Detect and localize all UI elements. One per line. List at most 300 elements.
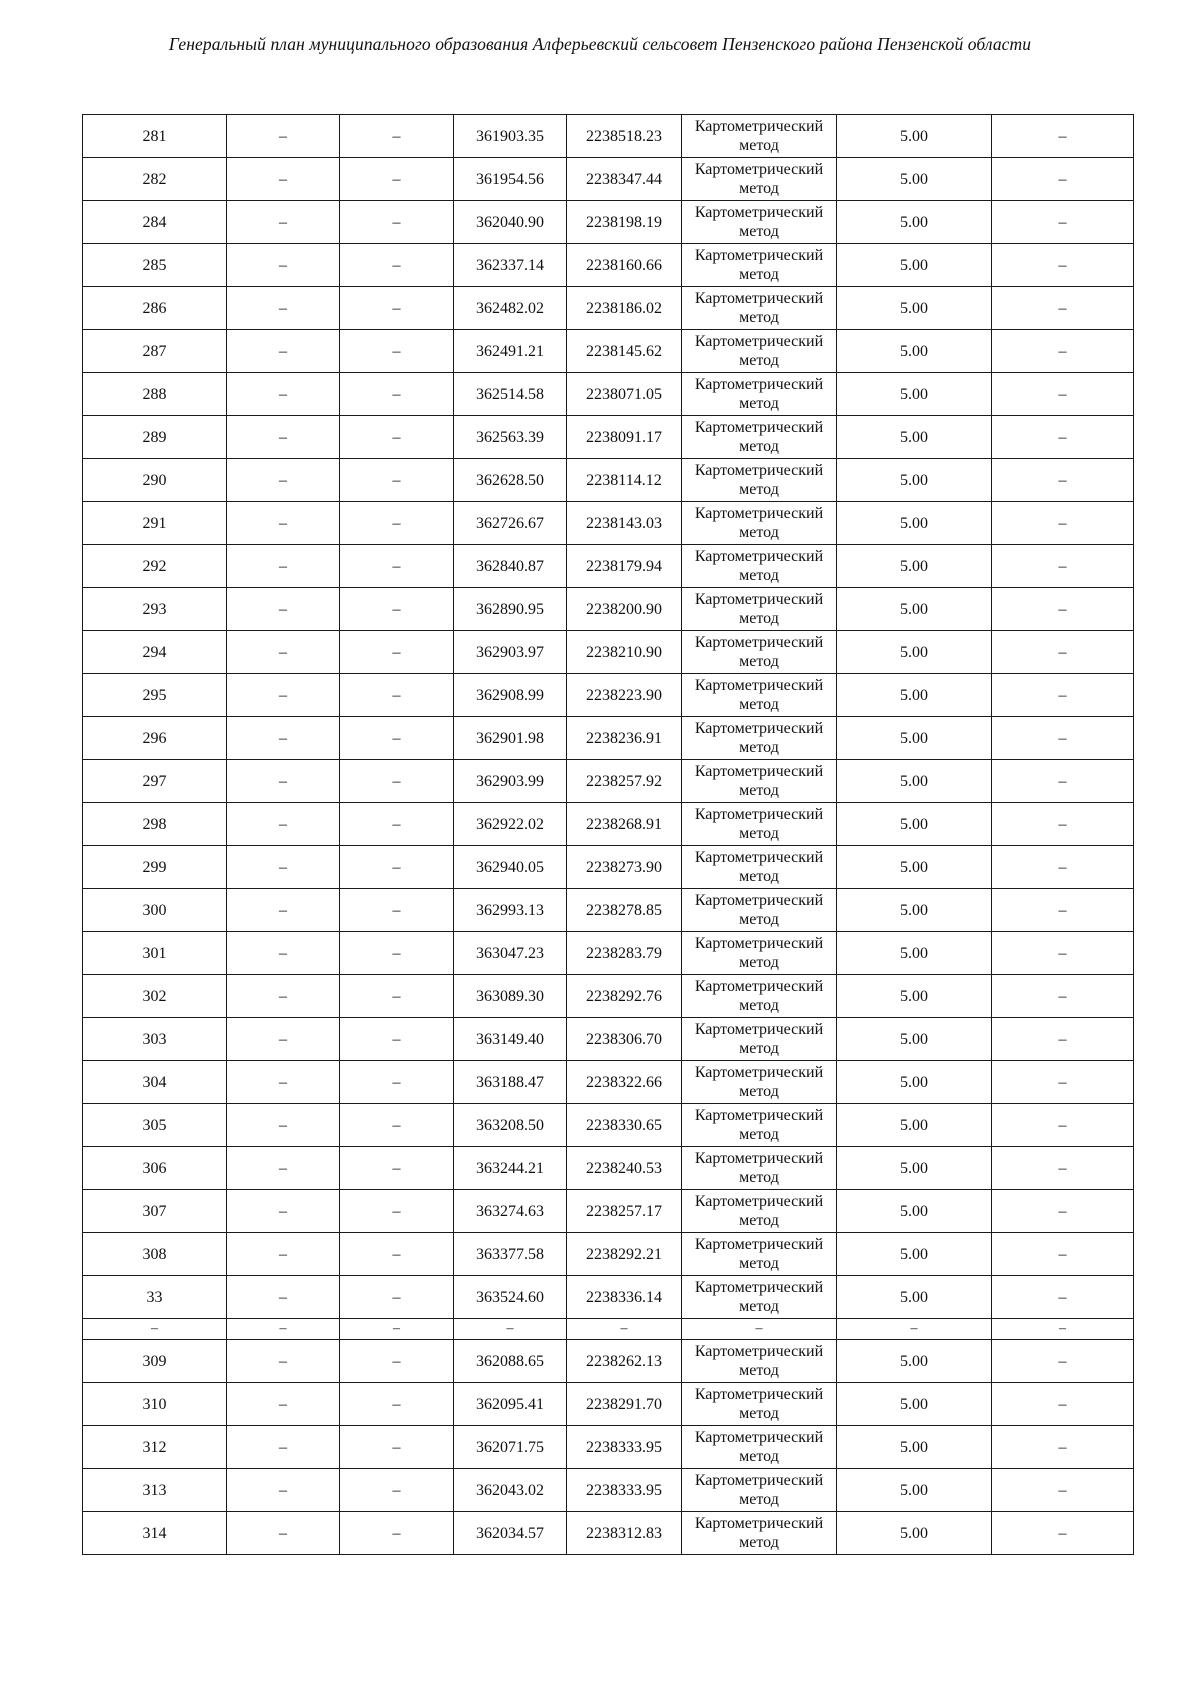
cell-accuracy: 5.00 — [837, 717, 992, 760]
cell-accuracy: 5.00 — [837, 1147, 992, 1190]
cell-description: – — [992, 1233, 1134, 1276]
cell-point-number: 301 — [83, 932, 227, 975]
cell-empty-a: – — [227, 1061, 340, 1104]
cell-point-number: 288 — [83, 373, 227, 416]
cell-description: – — [992, 1061, 1134, 1104]
cell-coordinate-y: 2238179.94 — [567, 545, 682, 588]
cell-empty-b: – — [340, 717, 454, 760]
cell-accuracy: 5.00 — [837, 1233, 992, 1276]
cell-coordinate-y: 2238312.83 — [567, 1512, 682, 1555]
cell-accuracy: 5.00 — [837, 459, 992, 502]
cell-description: – — [992, 1340, 1134, 1383]
cell-coordinate-x: 363188.47 — [454, 1061, 567, 1104]
table-row — [83, 674, 1134, 717]
cell-coordinate-y: – — [567, 1319, 682, 1340]
cell-description: – — [992, 1426, 1134, 1469]
cell-method: Картометрический метод — [682, 244, 837, 287]
cell-coordinate-y: 2238160.66 — [567, 244, 682, 287]
cell-empty-a: – — [227, 1190, 340, 1233]
cell-accuracy: 5.00 — [837, 1340, 992, 1383]
cell-method: Картометрический метод — [682, 201, 837, 244]
cell-method: Картометрический метод — [682, 717, 837, 760]
cell-point-number: 310 — [83, 1383, 227, 1426]
cell-point-number: 300 — [83, 889, 227, 932]
cell-coordinate-y: 2238518.23 — [567, 115, 682, 158]
cell-description: – — [992, 760, 1134, 803]
table-row — [83, 502, 1134, 545]
table-body — [83, 115, 1134, 1555]
cell-empty-a: – — [227, 373, 340, 416]
cell-description: – — [992, 889, 1134, 932]
cell-description: – — [992, 115, 1134, 158]
cell-coordinate-x: 363377.58 — [454, 1233, 567, 1276]
cell-description: – — [992, 1276, 1134, 1319]
cell-empty-a: – — [227, 545, 340, 588]
cell-empty-a: – — [227, 717, 340, 760]
cell-accuracy: – — [837, 1319, 992, 1340]
cell-description: – — [992, 1190, 1134, 1233]
cell-empty-b: – — [340, 631, 454, 674]
cell-point-number: 309 — [83, 1340, 227, 1383]
table-row — [83, 932, 1134, 975]
cell-method: Картометрический метод — [682, 1104, 837, 1147]
table-row — [83, 846, 1134, 889]
table-row — [83, 1340, 1134, 1383]
cell-empty-b: – — [340, 846, 454, 889]
cell-method: Картометрический метод — [682, 1276, 837, 1319]
table-row — [83, 889, 1134, 932]
table-row — [83, 158, 1134, 201]
cell-method: Картометрический метод — [682, 1061, 837, 1104]
cell-empty-b: – — [340, 1190, 454, 1233]
cell-empty-b: – — [340, 1104, 454, 1147]
cell-accuracy: 5.00 — [837, 803, 992, 846]
cell-coordinate-x: 362628.50 — [454, 459, 567, 502]
cell-accuracy: 5.00 — [837, 1276, 992, 1319]
cell-description: – — [992, 502, 1134, 545]
cell-description: – — [992, 803, 1134, 846]
cell-coordinate-y: 2238145.62 — [567, 330, 682, 373]
cell-accuracy: 5.00 — [837, 1018, 992, 1061]
cell-method: Картометрический метод — [682, 502, 837, 545]
cell-accuracy: 5.00 — [837, 373, 992, 416]
cell-accuracy: 5.00 — [837, 674, 992, 717]
cell-coordinate-y: 2238306.70 — [567, 1018, 682, 1061]
cell-point-number: 314 — [83, 1512, 227, 1555]
cell-method: Картометрический метод — [682, 588, 837, 631]
cell-empty-b: – — [340, 1340, 454, 1383]
cell-empty-b: – — [340, 1512, 454, 1555]
cell-description: – — [992, 1512, 1134, 1555]
cell-coordinate-x: 363244.21 — [454, 1147, 567, 1190]
cell-coordinate-y: 2238257.92 — [567, 760, 682, 803]
cell-description: – — [992, 846, 1134, 889]
cell-empty-b: – — [340, 674, 454, 717]
cell-empty-b: – — [340, 201, 454, 244]
cell-coordinate-y: 2238071.05 — [567, 373, 682, 416]
cell-method: Картометрический метод — [682, 287, 837, 330]
cell-coordinate-y: 2238198.19 — [567, 201, 682, 244]
cell-empty-a: – — [227, 932, 340, 975]
cell-empty-b: – — [340, 158, 454, 201]
cell-coordinate-x: 362922.02 — [454, 803, 567, 846]
table-row — [83, 115, 1134, 158]
table-row — [83, 803, 1134, 846]
cell-empty-a: – — [227, 1018, 340, 1061]
cell-point-number: 313 — [83, 1469, 227, 1512]
cell-accuracy: 5.00 — [837, 1061, 992, 1104]
cell-empty-b: – — [340, 1426, 454, 1469]
cell-accuracy: 5.00 — [837, 932, 992, 975]
cell-coordinate-x: 362890.95 — [454, 588, 567, 631]
cell-accuracy: 5.00 — [837, 1426, 992, 1469]
cell-point-number: 312 — [83, 1426, 227, 1469]
cell-method: Картометрический метод — [682, 975, 837, 1018]
cell-coordinate-y: 2238091.17 — [567, 416, 682, 459]
cell-description: – — [992, 1147, 1134, 1190]
cell-coordinate-x: 362337.14 — [454, 244, 567, 287]
page-header: Генеральный план муниципального образования Алферьевский сельсовет Пензенского района Пензенской области — [168, 34, 1032, 54]
cell-point-number: 302 — [83, 975, 227, 1018]
cell-empty-a: – — [227, 1340, 340, 1383]
table-row — [83, 1512, 1134, 1555]
cell-coordinate-y: 2238291.70 — [567, 1383, 682, 1426]
cell-empty-a: – — [227, 201, 340, 244]
cell-coordinate-y: 2238278.85 — [567, 889, 682, 932]
cell-description: – — [992, 373, 1134, 416]
cell-empty-a: – — [227, 115, 340, 158]
table-row — [83, 1018, 1134, 1061]
table-row — [83, 1426, 1134, 1469]
cell-accuracy: 5.00 — [837, 1469, 992, 1512]
cell-coordinate-y: 2238283.79 — [567, 932, 682, 975]
cell-point-number: 281 — [83, 115, 227, 158]
table-row — [83, 1190, 1134, 1233]
cell-point-number: 290 — [83, 459, 227, 502]
cell-method: Картометрический метод — [682, 889, 837, 932]
cell-method: Картометрический метод — [682, 1340, 837, 1383]
cell-empty-b: – — [340, 975, 454, 1018]
cell-coordinate-x: – — [454, 1319, 567, 1340]
table-row — [83, 760, 1134, 803]
cell-coordinate-x: 362482.02 — [454, 287, 567, 330]
cell-description: – — [992, 1383, 1134, 1426]
cell-point-number: 287 — [83, 330, 227, 373]
cell-coordinate-x: 363524.60 — [454, 1276, 567, 1319]
cell-coordinate-y: 2238322.66 — [567, 1061, 682, 1104]
cell-coordinate-y: 2238262.13 — [567, 1340, 682, 1383]
cell-coordinate-x: 363274.63 — [454, 1190, 567, 1233]
table-row — [83, 330, 1134, 373]
cell-empty-a: – — [227, 760, 340, 803]
cell-coordinate-x: 362040.90 — [454, 201, 567, 244]
table-row — [83, 287, 1134, 330]
cell-coordinate-x: 362903.99 — [454, 760, 567, 803]
cell-coordinate-y: 2238236.91 — [567, 717, 682, 760]
cell-method: Картометрический метод — [682, 158, 837, 201]
cell-coordinate-x: 362726.67 — [454, 502, 567, 545]
cell-coordinate-y: 2238200.90 — [567, 588, 682, 631]
cell-empty-b: – — [340, 459, 454, 502]
cell-empty-a: – — [227, 674, 340, 717]
cell-coordinate-y: 2238186.02 — [567, 287, 682, 330]
cell-point-number: 284 — [83, 201, 227, 244]
cell-coordinate-x: 362993.13 — [454, 889, 567, 932]
cell-coordinate-y: 2238114.12 — [567, 459, 682, 502]
cell-coordinate-x: 362563.39 — [454, 416, 567, 459]
cell-point-number: 299 — [83, 846, 227, 889]
cell-method: Картометрический метод — [682, 1233, 837, 1276]
cell-empty-a: – — [227, 1469, 340, 1512]
cell-empty-a: – — [227, 287, 340, 330]
cell-description: – — [992, 416, 1134, 459]
cell-point-number: – — [83, 1319, 227, 1340]
cell-coordinate-x: 362901.98 — [454, 717, 567, 760]
cell-empty-b: – — [340, 1061, 454, 1104]
cell-coordinate-y: 2238336.14 — [567, 1276, 682, 1319]
cell-accuracy: 5.00 — [837, 588, 992, 631]
cell-description: – — [992, 1018, 1134, 1061]
cell-accuracy: 5.00 — [837, 889, 992, 932]
table-row — [83, 1276, 1134, 1319]
cell-empty-b: – — [340, 330, 454, 373]
cell-coordinate-x: 363047.23 — [454, 932, 567, 975]
cell-coordinate-y: 2238223.90 — [567, 674, 682, 717]
cell-method: Картометрический метод — [682, 1147, 837, 1190]
cell-coordinate-y: 2238292.21 — [567, 1233, 682, 1276]
cell-description: – — [992, 1104, 1134, 1147]
cell-empty-a: – — [227, 588, 340, 631]
cell-point-number: 297 — [83, 760, 227, 803]
cell-empty-a: – — [227, 975, 340, 1018]
cell-empty-a: – — [227, 244, 340, 287]
cell-description: – — [992, 459, 1134, 502]
cell-empty-a: – — [227, 803, 340, 846]
table-row — [83, 975, 1134, 1018]
cell-empty-b: – — [340, 760, 454, 803]
cell-method: Картометрический метод — [682, 545, 837, 588]
cell-method: Картометрический метод — [682, 674, 837, 717]
cell-coordinate-x: 362043.02 — [454, 1469, 567, 1512]
cell-accuracy: 5.00 — [837, 158, 992, 201]
table-row — [83, 588, 1134, 631]
cell-accuracy: 5.00 — [837, 1383, 992, 1426]
cell-description: – — [992, 631, 1134, 674]
cell-method: Картометрический метод — [682, 115, 837, 158]
cell-description: – — [992, 975, 1134, 1018]
cell-method: Картометрический метод — [682, 1469, 837, 1512]
cell-empty-b: – — [340, 889, 454, 932]
cell-empty-a: – — [227, 889, 340, 932]
cell-empty-a: – — [227, 459, 340, 502]
cell-point-number: 285 — [83, 244, 227, 287]
cell-empty-b: – — [340, 115, 454, 158]
cell-empty-a: – — [227, 1383, 340, 1426]
cell-empty-b: – — [340, 588, 454, 631]
cell-coordinate-y: 2238333.95 — [567, 1426, 682, 1469]
cell-empty-b: – — [340, 1319, 454, 1340]
cell-point-number: 295 — [83, 674, 227, 717]
cell-method: Картометрический метод — [682, 846, 837, 889]
cell-coordinate-x: 362095.41 — [454, 1383, 567, 1426]
cell-coordinate-y: 2238333.95 — [567, 1469, 682, 1512]
cell-method: Картометрический метод — [682, 373, 837, 416]
cell-description: – — [992, 287, 1134, 330]
cell-empty-b: – — [340, 244, 454, 287]
cell-coordinate-x: 362840.87 — [454, 545, 567, 588]
table-row — [83, 1233, 1134, 1276]
cell-coordinate-x: 361903.35 — [454, 115, 567, 158]
cell-empty-b: – — [340, 416, 454, 459]
cell-description: – — [992, 545, 1134, 588]
cell-empty-a: – — [227, 1426, 340, 1469]
cell-empty-a: – — [227, 158, 340, 201]
table-row — [83, 201, 1134, 244]
cell-method: Картометрический метод — [682, 1426, 837, 1469]
cell-empty-b: – — [340, 1147, 454, 1190]
cell-empty-b: – — [340, 803, 454, 846]
cell-point-number: 33 — [83, 1276, 227, 1319]
cell-coordinate-y: 2238330.65 — [567, 1104, 682, 1147]
cell-point-number: 307 — [83, 1190, 227, 1233]
cell-point-number: 305 — [83, 1104, 227, 1147]
cell-method: Картометрический метод — [682, 330, 837, 373]
cell-point-number: 298 — [83, 803, 227, 846]
cell-empty-a: – — [227, 1147, 340, 1190]
cell-empty-b: – — [340, 502, 454, 545]
cell-accuracy: 5.00 — [837, 244, 992, 287]
cell-coordinate-x: 361954.56 — [454, 158, 567, 201]
cell-accuracy: 5.00 — [837, 631, 992, 674]
cell-method: Картометрический метод — [682, 1190, 837, 1233]
cell-empty-a: – — [227, 330, 340, 373]
table-row — [83, 1383, 1134, 1426]
cell-point-number: 289 — [83, 416, 227, 459]
cell-accuracy: 5.00 — [837, 201, 992, 244]
cell-accuracy: 5.00 — [837, 975, 992, 1018]
cell-point-number: 293 — [83, 588, 227, 631]
cell-description: – — [992, 588, 1134, 631]
table-row — [83, 244, 1134, 287]
cell-accuracy: 5.00 — [837, 1190, 992, 1233]
cell-point-number: 294 — [83, 631, 227, 674]
coordinates-table — [82, 114, 1134, 1555]
cell-coordinate-y: 2238292.76 — [567, 975, 682, 1018]
cell-method: Картометрический метод — [682, 760, 837, 803]
cell-description: – — [992, 158, 1134, 201]
cell-point-number: 296 — [83, 717, 227, 760]
cell-coordinate-x: 362088.65 — [454, 1340, 567, 1383]
table-row — [83, 459, 1134, 502]
cell-point-number: 282 — [83, 158, 227, 201]
table-row — [83, 1061, 1134, 1104]
cell-coordinate-x: 362903.97 — [454, 631, 567, 674]
cell-description: – — [992, 932, 1134, 975]
cell-accuracy: 5.00 — [837, 1512, 992, 1555]
cell-accuracy: 5.00 — [837, 502, 992, 545]
cell-empty-a: – — [227, 416, 340, 459]
table-row — [83, 1469, 1134, 1512]
cell-coordinate-y: 2238347.44 — [567, 158, 682, 201]
cell-coordinate-y: 2238210.90 — [567, 631, 682, 674]
cell-method: – — [682, 1319, 837, 1340]
cell-coordinate-x: 362908.99 — [454, 674, 567, 717]
cell-coordinate-x: 362491.21 — [454, 330, 567, 373]
table-separator-row — [83, 1319, 1134, 1340]
cell-point-number: 304 — [83, 1061, 227, 1104]
cell-coordinate-y: 2238143.03 — [567, 502, 682, 545]
cell-point-number: 286 — [83, 287, 227, 330]
table-row — [83, 1147, 1134, 1190]
table-row — [83, 717, 1134, 760]
cell-accuracy: 5.00 — [837, 1104, 992, 1147]
cell-method: Картометрический метод — [682, 631, 837, 674]
cell-empty-a: – — [227, 846, 340, 889]
cell-coordinate-x: 362034.57 — [454, 1512, 567, 1555]
cell-method: Картометрический метод — [682, 932, 837, 975]
cell-empty-a: – — [227, 502, 340, 545]
cell-description: – — [992, 244, 1134, 287]
cell-method: Картометрический метод — [682, 803, 837, 846]
cell-coordinate-x: 362071.75 — [454, 1426, 567, 1469]
cell-accuracy: 5.00 — [837, 115, 992, 158]
cell-method: Картометрический метод — [682, 1018, 837, 1061]
cell-accuracy: 5.00 — [837, 760, 992, 803]
cell-description: – — [992, 1469, 1134, 1512]
table-row — [83, 545, 1134, 588]
cell-method: Картометрический метод — [682, 1512, 837, 1555]
cell-description: – — [992, 1319, 1134, 1340]
cell-point-number: 306 — [83, 1147, 227, 1190]
cell-empty-b: – — [340, 545, 454, 588]
cell-description: – — [992, 330, 1134, 373]
cell-empty-b: – — [340, 1233, 454, 1276]
cell-coordinate-y: 2238240.53 — [567, 1147, 682, 1190]
cell-accuracy: 5.00 — [837, 545, 992, 588]
cell-empty-a: – — [227, 1319, 340, 1340]
cell-coordinate-y: 2238273.90 — [567, 846, 682, 889]
cell-empty-a: – — [227, 631, 340, 674]
cell-empty-b: – — [340, 932, 454, 975]
cell-empty-b: – — [340, 1383, 454, 1426]
cell-description: – — [992, 201, 1134, 244]
cell-empty-b: – — [340, 1018, 454, 1061]
cell-empty-b: – — [340, 287, 454, 330]
cell-accuracy: 5.00 — [837, 416, 992, 459]
cell-point-number: 308 — [83, 1233, 227, 1276]
cell-empty-a: – — [227, 1233, 340, 1276]
cell-point-number: 292 — [83, 545, 227, 588]
cell-coordinate-x: 363149.40 — [454, 1018, 567, 1061]
cell-point-number: 303 — [83, 1018, 227, 1061]
cell-empty-a: – — [227, 1276, 340, 1319]
cell-coordinate-y: 2238268.91 — [567, 803, 682, 846]
cell-empty-a: – — [227, 1512, 340, 1555]
cell-point-number: 291 — [83, 502, 227, 545]
table-row — [83, 416, 1134, 459]
cell-empty-b: – — [340, 1276, 454, 1319]
cell-coordinate-y: 2238257.17 — [567, 1190, 682, 1233]
cell-accuracy: 5.00 — [837, 846, 992, 889]
cell-coordinate-x: 362514.58 — [454, 373, 567, 416]
cell-method: Картометрический метод — [682, 459, 837, 502]
cell-coordinate-x: 363089.30 — [454, 975, 567, 1018]
cell-method: Картометрический метод — [682, 1383, 837, 1426]
cell-empty-a: – — [227, 1104, 340, 1147]
cell-coordinate-x: 363208.50 — [454, 1104, 567, 1147]
cell-coordinate-x: 362940.05 — [454, 846, 567, 889]
table-row — [83, 1104, 1134, 1147]
